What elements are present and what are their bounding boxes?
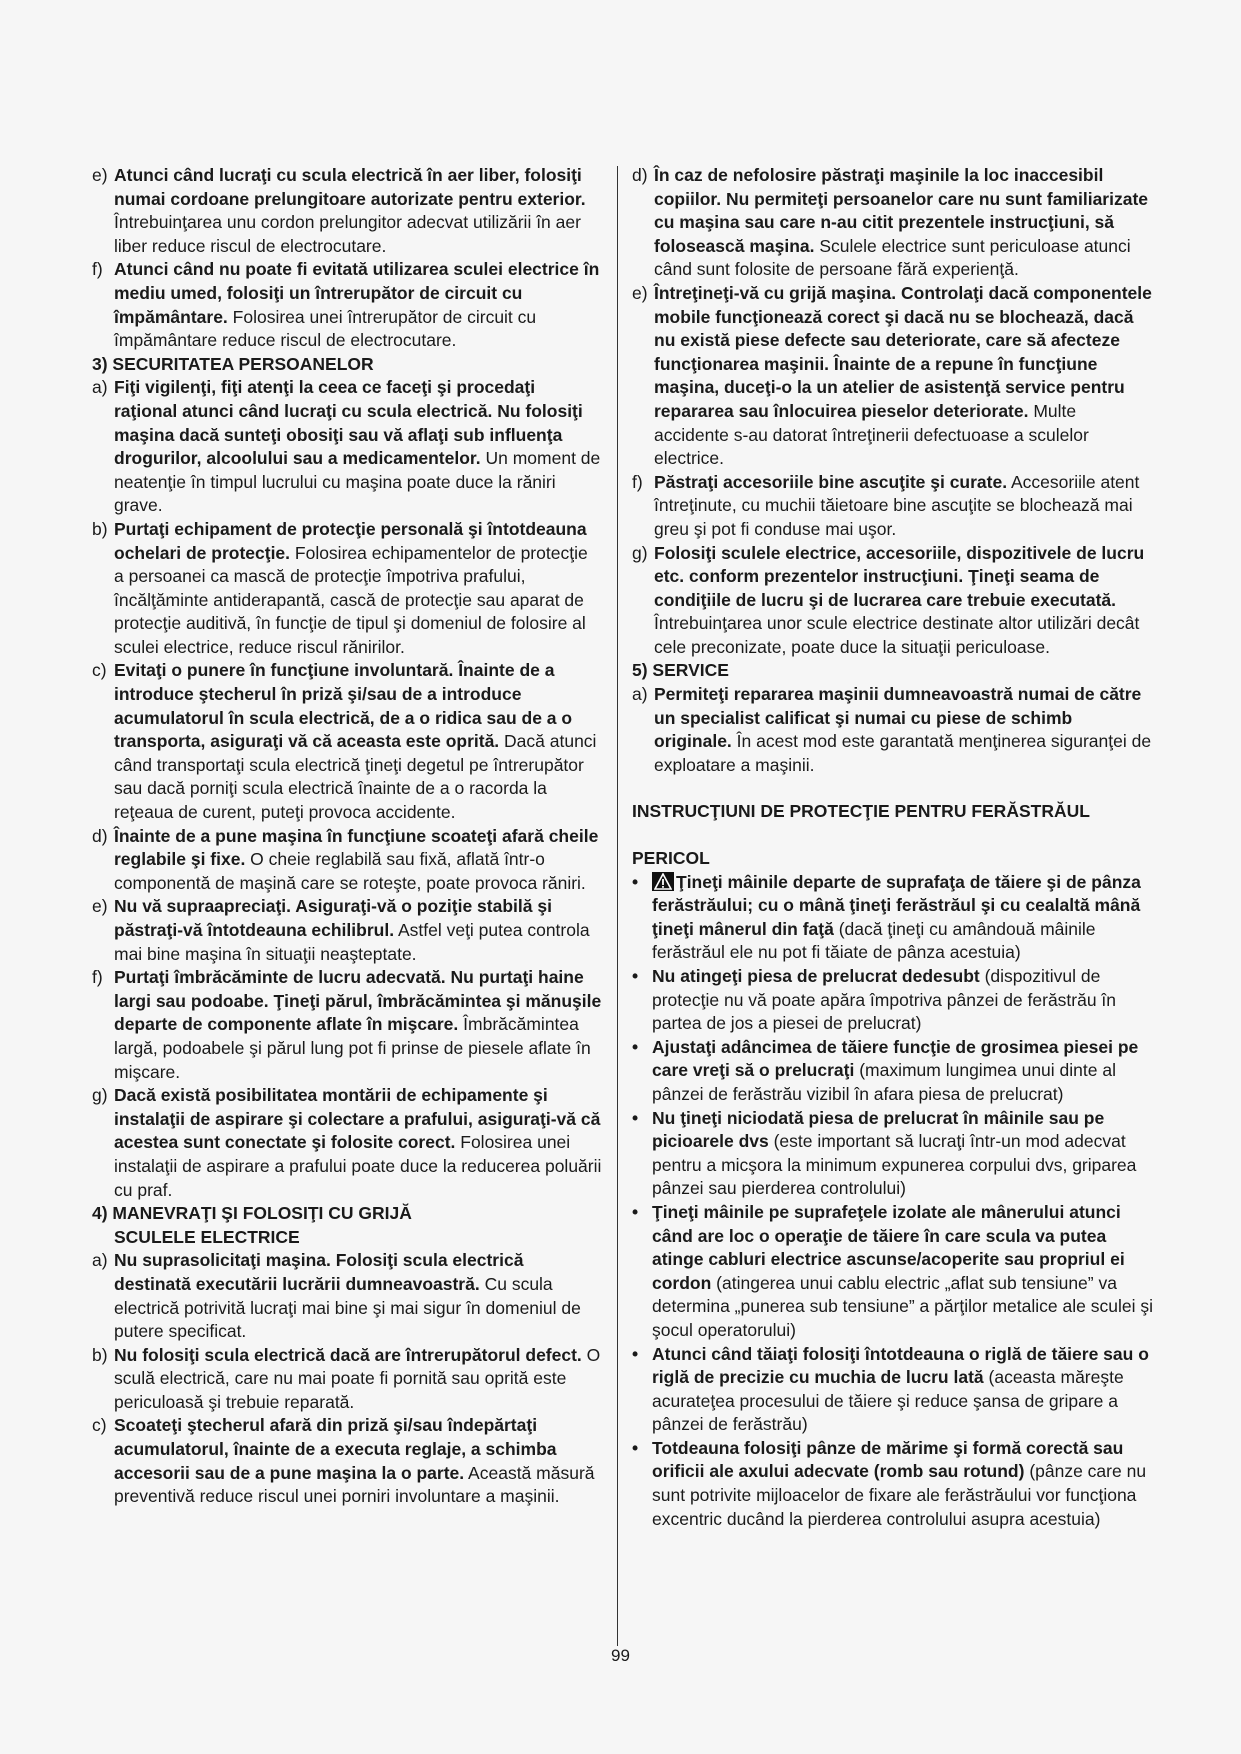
item-bold-text: Păstraţi accesoriile bine ascuţite şi curate.	[654, 471, 1008, 492]
item-text	[654, 282, 1154, 471]
item-bold-text: Ţineţi mâinile departe de suprafaţa de tăiere şi de pânza ferăstrăului; cu o mână ţineţi ferăstrăul şi cu cealaltă mână ţineţi mânerul din faţă	[652, 871, 1141, 939]
item-regular-text: Multe accidente s-au datorat întreţinerii defectuoase a sculelor electrice.	[654, 400, 1089, 469]
item-bold-text: Fiţi vigilenţi, fiţi atenţi la ceea ce faceţi şi procedaţi raţional atunci când lucraţi cu scula electrică. Nu folosiţi maşina dacă sunteţi obosiţi sau vă aflaţi sub influenţa drogurilor, alcoolului sau a medicamentelor.	[114, 377, 583, 469]
spacer	[632, 777, 1154, 800]
item-regular-text: (aceasta măreşte acurateţea procesului de tăiere şi reduce şansa de gripare a pânzei de ferăstrău)	[652, 1367, 1124, 1435]
item-marker: e)	[632, 282, 648, 303]
item-text	[114, 376, 602, 518]
item-regular-text: Cu scula electrică potrivită lucraţi mai bine şi mai sigur în domeniul de putere specificat.	[114, 1273, 581, 1342]
item-bold-text: Atunci când lucraţi cu scula electrică în aer liber, folosiţi numai cordoane prelungitoare autorizate pentru exterior.	[114, 165, 586, 209]
bullet-item	[632, 1107, 1154, 1201]
item-bold-text: Ajustaţi adâncimea de tăiere funcţie de grosimea piesei pe care vreţi să o prelucraţi	[652, 1036, 1139, 1081]
item-bold-text: Purtaţi îmbrăcăminte de lucru adecvată. Nu purtaţi haine largi sau podoabe. Ţineţi părul, îmbrăcămintea şi mănuşile departe de componente aflate în mişcare.	[114, 967, 602, 1035]
item-marker: •	[632, 1201, 639, 1222]
item-text	[114, 1249, 602, 1343]
item-marker: •	[632, 1343, 639, 1364]
item-text	[652, 1107, 1154, 1201]
item-bold-text: Întreţineţi-vă cu grijă maşina. Controlaţi dacă componentele mobile funcţionează corect şi dacă nu se blochează, dacă nu există piese defecte sau deteriorate, care să afecteze funcţionarea maşinii. Înainte de a repune în funcţiune maşina, duceţi-o la un atelier de asistenţă service pentru repararea sau înlocuirea pieselor deteriorate.	[654, 282, 1152, 421]
item-text	[114, 895, 602, 966]
list-item	[92, 895, 602, 966]
bullet-item	[632, 1437, 1154, 1531]
item-marker: g)	[632, 542, 648, 563]
item-regular-text: Accesoriile atent întreţinute, cu muchii tăietoare bine ascuţite se blochează mai greu şi pot fi conduse mai uşor.	[654, 471, 1140, 539]
item-bold-text: Evitaţi o punere în funcţiune involuntară. Înainte de a introduce ştecherul în priză şi/sau de a introduce acumulatorul în scula electrică, de a o ridica sau de a o transporta, asiguraţi vă că aceasta este oprită.	[114, 660, 573, 752]
item-marker: f)	[632, 471, 643, 492]
item-text	[652, 1437, 1154, 1531]
item-bold-text: Scoateţi ştecherul afară din priză şi/sau îndepărtaţi acumulatorul, înainte de a executa reglaje, a schimba accesorii sau de a pune maşina la o parte.	[114, 1415, 557, 1483]
item-marker: b)	[92, 518, 108, 539]
list-item	[92, 1414, 602, 1508]
item-text	[114, 518, 602, 660]
item-text	[652, 1036, 1154, 1107]
spacer	[632, 824, 1154, 847]
item-marker: c)	[92, 660, 107, 681]
item-bold-text: Nu ţineţi niciodată piesa de prelucrat în mâinile sau pe picioarele dvs	[652, 1107, 1105, 1152]
list-item	[92, 966, 602, 1084]
item-regular-text: Îmbrăcămintea largă, podoabele şi părul lung pot fi prinse de piesele aflate în mişcare.	[114, 1014, 591, 1082]
item-regular-text: O sculă electrică, care nu mai poate fi pornită sau oprită este periculoasă şi trebuie reparată.	[114, 1344, 601, 1412]
item-bold-text: Totdeauna folosiţi pânze de mărime şi formă corectă sau orificii ale axului adecvate (romb sau rotund)	[652, 1437, 1124, 1482]
section-heading: 4) MANEVRAŢI ŞI FOLOSIŢI CU GRIJĂ	[92, 1203, 412, 1224]
bullet-item	[632, 1036, 1154, 1107]
item-marker: c)	[92, 1415, 107, 1436]
right-column	[632, 164, 1154, 1531]
item-regular-text: O cheie reglabilă sau fixă, aflată într-o componentă de maşină care se roteşte, poate provoca răniri.	[114, 849, 586, 893]
bullet-item	[632, 1201, 1154, 1343]
item-marker: •	[632, 966, 639, 986]
item-regular-text: (atingerea unui cablu electric „aflat sub tensiune” va determina „punerea sub tensiune” a părţilor metalice ale sculei şi şocul operatorului)	[652, 1272, 1153, 1340]
list-item	[92, 825, 602, 896]
item-regular-text: Astfel veţi putea controla mai bine maşina în situaţii neaşteptate.	[114, 920, 590, 964]
item-marker: •	[632, 1036, 639, 1057]
item-bold-text: Înainte de a pune maşina în funcţiune scoateţi afară cheile reglabile şi fixe.	[114, 825, 599, 870]
item-marker: •	[632, 1107, 639, 1128]
column-divider	[617, 166, 618, 1646]
item-bold-text: Permiteţi repararea maşinii dumneavoastră numai de către un specialist calificat şi numai cu piese de schimb originale.	[654, 684, 1142, 752]
item-regular-text: Această măsură preventivă reduce riscul unei porniri involuntare a maşinii.	[114, 1462, 595, 1507]
list-item	[632, 683, 1154, 777]
item-regular-text: Un moment de neatenţie în timpul lucrului cu maşina poate duce la răniri grave.	[114, 448, 601, 516]
list-item	[632, 164, 1154, 282]
item-bold-text: Purtaţi echipament de protecţie personală şi întotdeauna ochelari de protecţie.	[114, 518, 587, 563]
section-heading: 5) SERVICE	[632, 660, 729, 681]
list-item	[92, 376, 602, 518]
item-regular-text: Întrebuinţarea unu cordon prelungitor adecvat utilizării în aer liber reduce riscul de electrocutare.	[114, 212, 581, 256]
list-item	[92, 518, 602, 660]
item-bold-text: Nu suprasolicitaţi maşina. Folosiţi scula electrică destinată executării lucrării dumneavoastră.	[114, 1250, 524, 1294]
list-item	[92, 1249, 602, 1343]
item-regular-text: Dacă atunci când transportaţi scula electrică ţineţi degetul pe întrerupător sau dacă porniţi scula electrică înainte de a o racorda la reţeaua de curent, puteţi provoca accidente.	[114, 731, 597, 823]
item-text	[114, 966, 602, 1084]
item-text	[652, 965, 1154, 1036]
item-marker: e)	[92, 165, 108, 185]
item-text	[114, 1344, 602, 1415]
item-regular-text: (dacă ţineţi cu amândouă mâinile ferăstrăul ele nu pot fi tăiate de pânza acestuia)	[652, 918, 1096, 963]
item-regular-text: Folosirea unei instalaţii de aspirare a prafului poate duce la reducerea poluării cu praf.	[114, 1132, 602, 1200]
bullet-item	[632, 965, 1154, 1036]
item-text	[114, 659, 602, 824]
item-marker: d)	[92, 825, 108, 846]
item-regular-text: Întrebuinţarea unor scule electrice destinate altor utilizări decât cele preconizate, poate duce la situaţii periculoase.	[654, 613, 1140, 657]
bullet-item	[632, 871, 1154, 965]
bullet-item	[632, 1343, 1154, 1437]
left-column	[92, 164, 602, 1509]
item-marker: a)	[92, 1250, 108, 1271]
warning-hand-icon	[652, 872, 674, 891]
item-marker: f)	[92, 259, 103, 280]
item-marker: e)	[92, 896, 108, 917]
item-bold-text: Nu atingeţi piesa de prelucrat dedesubt	[652, 966, 980, 986]
item-marker: g)	[92, 1085, 108, 1106]
section-heading-continued: SCULELE ELECTRICE	[114, 1226, 300, 1247]
item-text	[114, 258, 602, 352]
item-text	[654, 542, 1154, 660]
item-regular-text: În acest mod este garantată menţinerea siguranţei de exploatare a maşinii.	[654, 731, 1152, 775]
list-item	[92, 164, 602, 258]
item-marker: f)	[92, 967, 103, 988]
item-marker: •	[632, 1437, 639, 1458]
list-item	[632, 471, 1154, 542]
item-regular-text: (maximum lungimea unui dinte al pânzei de ferăstrău vizibil în afara piesa de prelucrat)	[652, 1060, 1116, 1104]
item-bold-text: Atunci când nu poate fi evitată utilizarea sculei electrice în mediu umed, folosiţi un întrerupător de circuit cu împământare.	[114, 259, 600, 327]
item-text	[654, 683, 1154, 777]
item-text	[652, 1343, 1154, 1437]
item-bold-text: Dacă există posibilitatea montării de echipamente şi instalaţii de aspirare şi colectare a prafului, asiguraţi-vă că acestea sunt conectate şi folosite corect.	[114, 1085, 601, 1153]
item-bold-text: Atunci când tăiaţi folosiţi întotdeauna o riglă de tăiere sau o riglă de precizie cu muchia de lucru lată	[652, 1343, 1149, 1388]
item-regular-text: Folosirea echipamentelor de protecţie a persoanei ca mască de protecţie împotriva prafului, încălţăminte antiderapantă, cască de protecţie sau aparat de protecţie auditivă, în funcţie de tipul şi domeniul de folosire al sculei electrice, reduce riscul rănirilor.	[114, 542, 588, 657]
page-number: 99	[611, 1646, 630, 1665]
item-bold-text: Nu folosiţi scula electrică dacă are întrerupătorul defect.	[114, 1344, 582, 1365]
item-text	[652, 1201, 1154, 1343]
item-bold-text: Ţineţi mâinile pe suprafeţele izolate ale mânerului atunci când are loc o operaţie de tăiere în care scula va putea atinge cabluri electrice ascunse/acoperite sau propriul ei cordon	[652, 1201, 1125, 1293]
item-regular-text: (pânze care nu sunt potrivite mijloacelor de fixare ale ferăstrăului vor funcţiona excentric ducând la pierderea controlului asupra acestuia)	[652, 1461, 1147, 1529]
list-item	[632, 542, 1154, 660]
item-regular-text: (este important să lucraţi într-un mod adecvat pentru a micşora la minimum expunerea corpului dvs, griparea pânzei sau pierderea controlului)	[652, 1131, 1137, 1199]
section-heading: INSTRUCŢIUNI DE PROTECŢIE PENTRU FERĂSTRĂUL	[632, 801, 1090, 822]
item-regular-text: (dispozitivul de protecţie nu vă poate apăra împotriva pânzei de ferăstrău în partea de jos a piesei de prelucrat)	[652, 966, 1117, 1034]
item-text	[114, 825, 602, 896]
item-regular-text: Sculele electrice sunt periculoase atunci când sunt folosite de persoane fără experienţă.	[654, 235, 1131, 280]
item-text	[654, 471, 1154, 542]
item-text	[652, 871, 1154, 965]
item-bold-text: În caz de nefolosire păstraţi maşinile la loc inaccesibil copiilor. Nu permiteţi persoanelor care nu sunt familiarizate cu maşina sau care n-au citit prezentele instrucţiuni, să folosească maşina.	[654, 165, 1149, 256]
item-marker: a)	[632, 684, 648, 705]
item-regular-text: Folosirea unei întrerupător de circuit cu împământare reduce riscul de electrocutare.	[114, 306, 537, 351]
item-bold-text: Nu vă supraapreciaţi. Asiguraţi-vă o poziţie stabilă şi păstraţi-vă întotdeauna echilibrul.	[114, 896, 552, 940]
list-item	[92, 1084, 602, 1202]
item-marker: a)	[92, 377, 108, 398]
item-marker: b)	[92, 1344, 108, 1365]
section-heading: PERICOL	[632, 848, 710, 869]
item-text	[114, 164, 602, 258]
item-marker: d)	[632, 165, 648, 185]
section-heading: 3) SECURITATEA PERSOANELOR	[92, 353, 374, 374]
item-text	[114, 1084, 602, 1202]
item-text	[114, 1414, 602, 1508]
list-item	[92, 258, 602, 352]
list-item	[632, 282, 1154, 471]
item-marker: •	[632, 871, 639, 892]
item-bold-text: Folosiţi sculele electrice, accesoriile, dispozitivele de lucru etc. conform prezentelor instrucţiuni. Ţineţi seama de condiţiile de lucru şi de lucrarea care trebuie executată.	[654, 542, 1145, 610]
list-item	[92, 1344, 602, 1415]
item-text	[654, 164, 1154, 282]
list-item	[92, 659, 602, 824]
